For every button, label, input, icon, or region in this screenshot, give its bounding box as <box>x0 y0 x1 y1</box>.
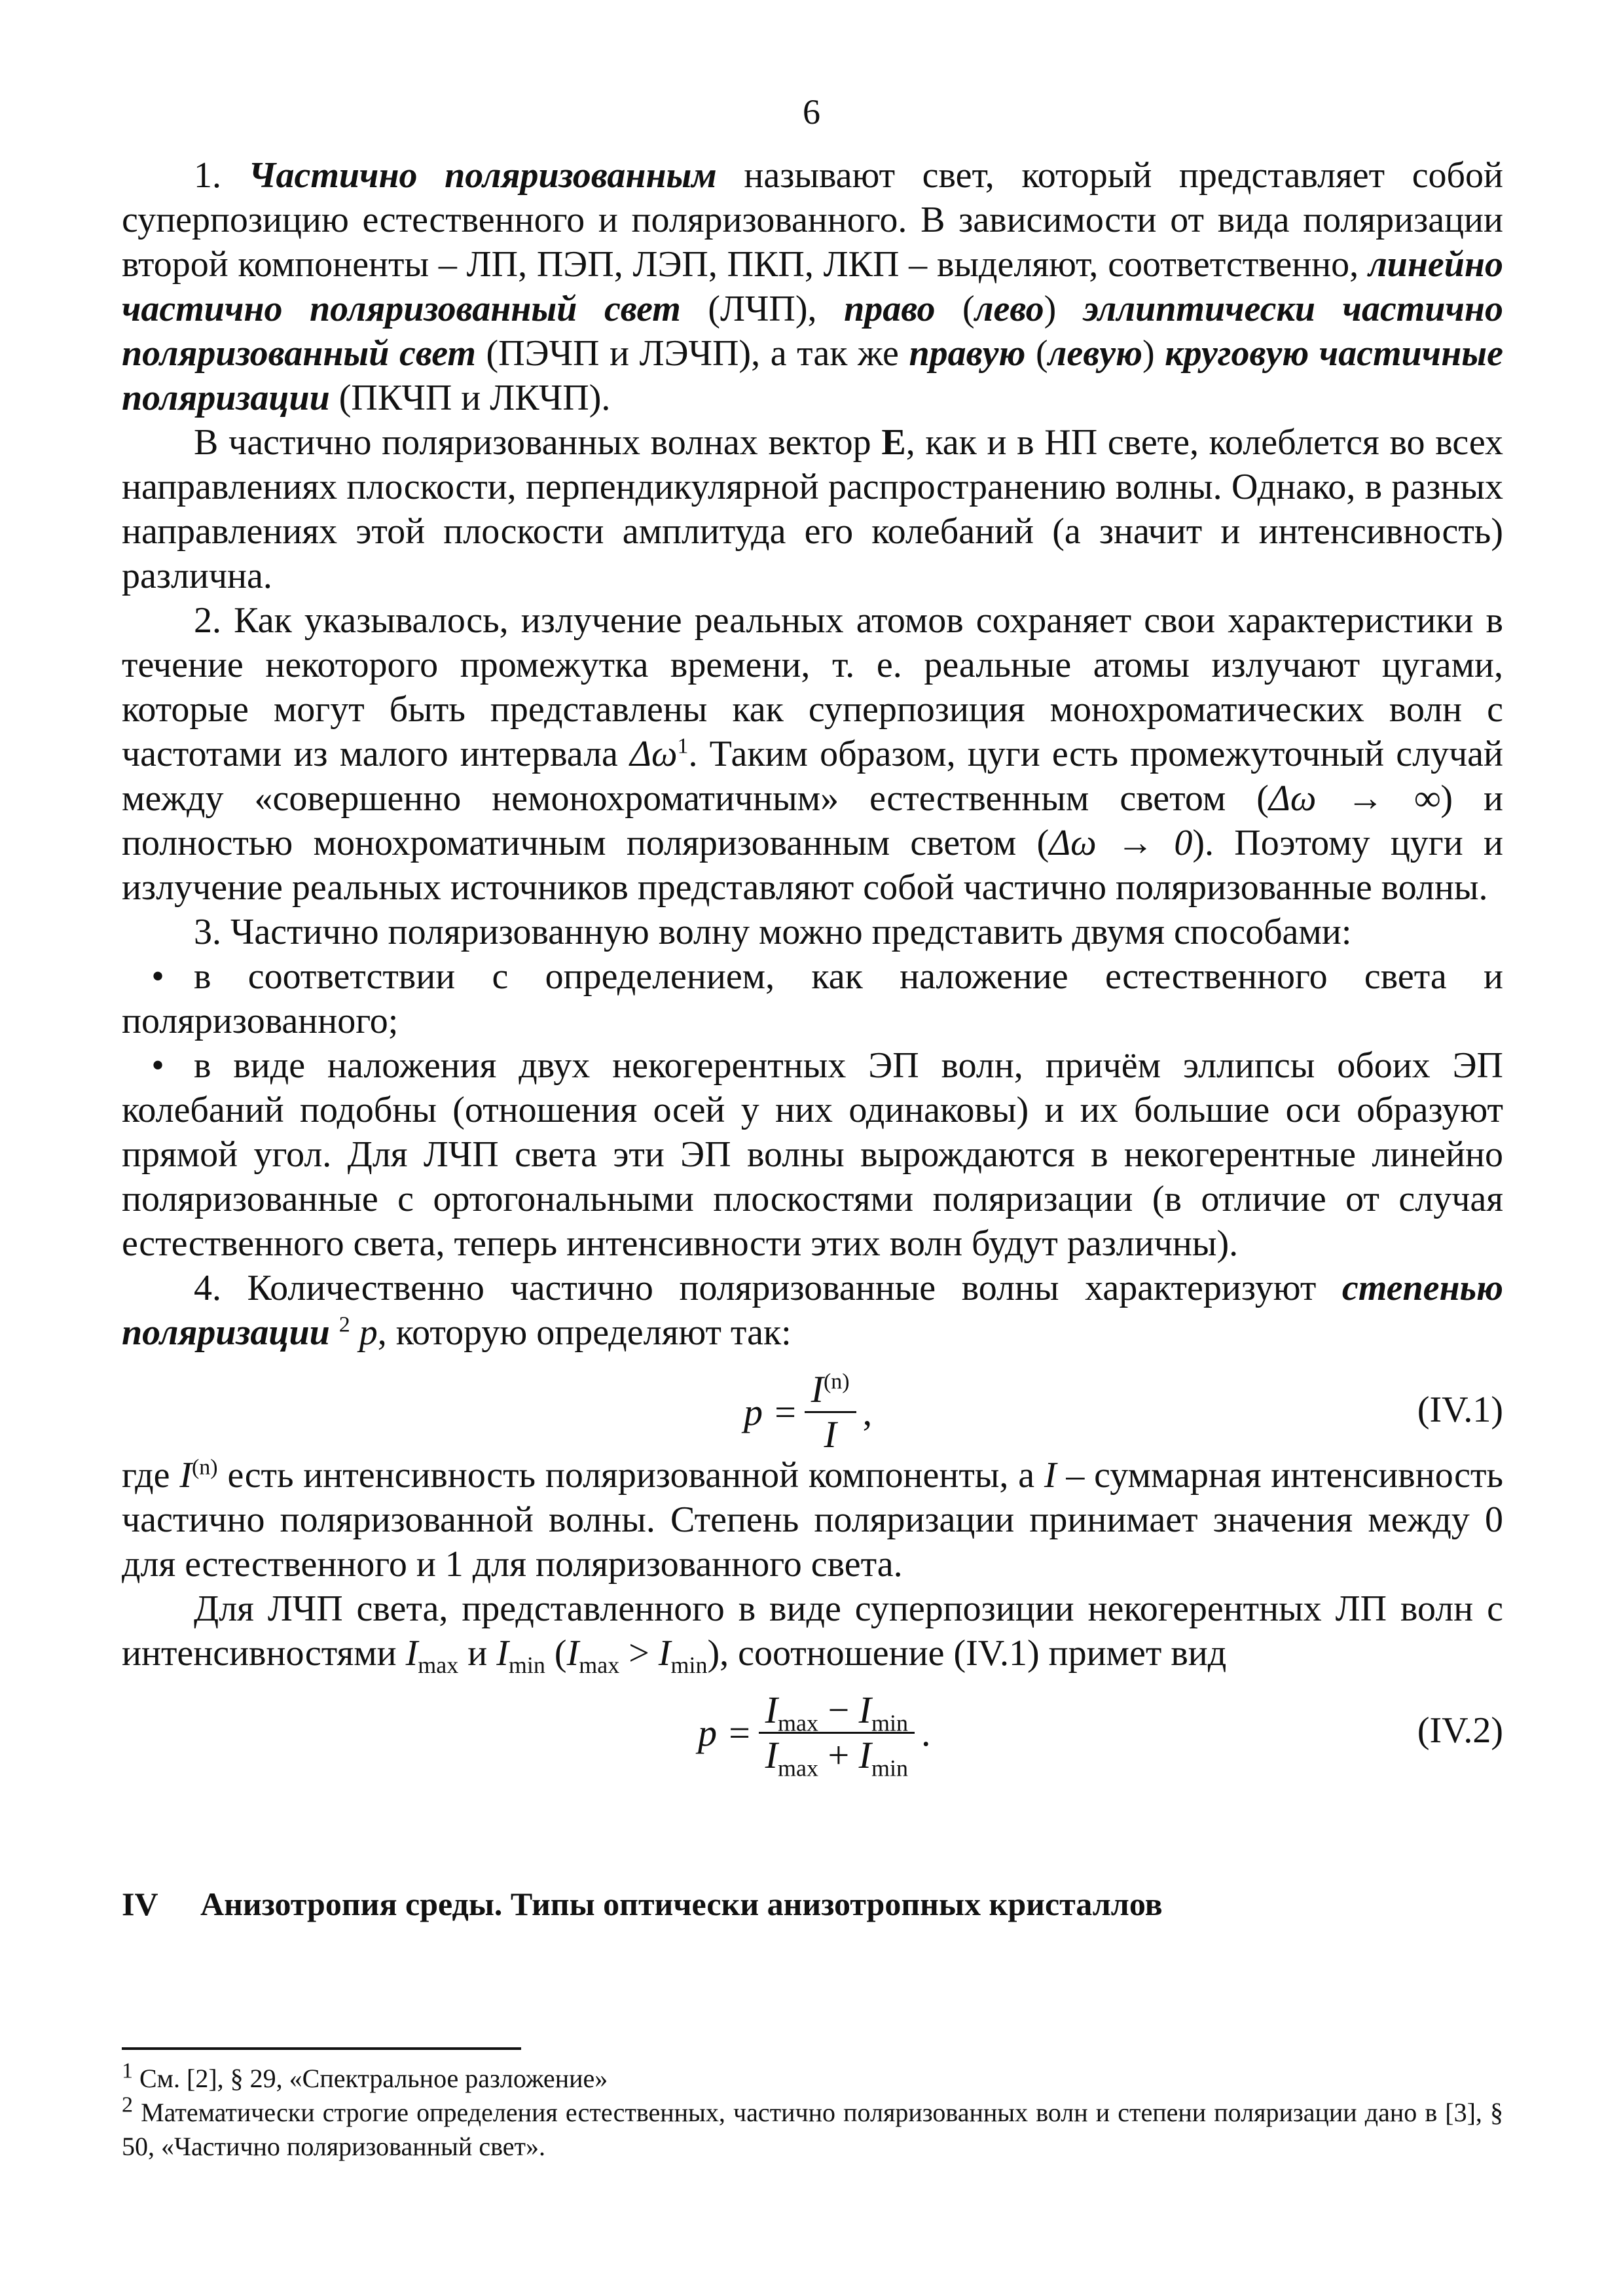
page-number: 6 <box>803 92 820 132</box>
text: ( <box>545 1633 567 1674</box>
denominator: I <box>824 1413 837 1456</box>
sub-max: max <box>777 1755 818 1782</box>
paragraph-4: 3. Частично поляризованную волну можно представить двумя способами: <box>194 912 1352 952</box>
paragraph-3 <box>122 598 1503 910</box>
math-i: I <box>179 1455 192 1496</box>
footnote-text: Математически строгие определения естественных, частично поляризованных волн и степени поляризации дано в [3], § 50, «Частично поляризованный свет». <box>122 2098 1503 2161</box>
text: 2. Как указывалось, излучение реальных атомов сохраняет свои характеристики в течение некоторого промежутка времени, т. е. реальные атомы излучают цугами, которые могут быть представлены как суперпозиция монохроматических волн с частотами из малого интервала <box>122 600 1503 774</box>
term-circular-partial: круговую частичные поляризации <box>122 333 1503 418</box>
sub-min: min <box>871 1755 909 1782</box>
text: – суммарная интенсивность частично поляризованной волны. Степень поляризации принимает значения между 0 для естественного и 1 для поляризованного света. <box>122 1455 1503 1585</box>
eq-comma: , <box>862 1390 873 1433</box>
bullet-item-2 <box>122 1043 1503 1266</box>
minus-sign: − <box>818 1689 859 1731</box>
paragraph-2 <box>122 420 1503 598</box>
text: Для ЛЧП света, представленного в виде суперпозиции некогерентных ЛП волн с интенсивностями <box>122 1588 1503 1674</box>
text: > <box>619 1633 659 1674</box>
text: . Таким образом, цуги есть промежуточный случай между «совершенно немонохроматичным» естественным светом ( <box>122 734 1503 819</box>
text: (ЛЧП), <box>680 289 845 329</box>
bullet-item-1 <box>122 954 1503 1043</box>
term-linear-partial: линейно частично поляризованный свет <box>122 244 1503 329</box>
math-i: I <box>405 1633 418 1674</box>
sub-max: max <box>579 1652 620 1679</box>
text: (ПЭЧП и ЛЭЧП), а так же <box>475 333 909 374</box>
vector-e: E <box>881 422 906 463</box>
paragraph-5 <box>122 1266 1503 1355</box>
equation-body <box>698 1689 931 1782</box>
fraction <box>759 1689 915 1782</box>
numerator <box>759 1689 915 1734</box>
math-i: I <box>566 1633 579 1674</box>
footnote-divider <box>122 2047 521 2050</box>
equation-iv-2 <box>122 1676 1503 1782</box>
text: 4. Количественно частично поляризованные волны характеризуют <box>194 1268 1342 1308</box>
text: ) <box>1044 289 1084 329</box>
sub-max: max <box>418 1652 459 1679</box>
text: ). Поэтому цуги и излучение реальных источников представляют собой частично поляризованные волны. <box>122 823 1503 908</box>
eq-lhs: p = <box>744 1390 798 1433</box>
equation-iv-1 <box>122 1355 1503 1456</box>
paragraph-1 <box>122 153 1503 420</box>
footnote-1 <box>122 2058 1503 2096</box>
footnote-mark: 2 <box>122 2092 133 2117</box>
text: ) и полностью монохроматичным поляризованным светом ( <box>122 778 1503 863</box>
text: в виде наложения двух некогерентных ЭП волн, причём эллипсы обоих ЭП колебаний подобны (отношения осей у них одинаковы) и их большие оси образуют прямой угол. Для ЛЧП света эти ЭП волны вырождаются в некогерентные линейно поляризованные с ортогональными плоскостями поляризации (в отличие от случая естественного света, теперь интенсивности этих волн будут различны). <box>122 1045 1503 1264</box>
text: , которую определяют так: <box>377 1312 792 1353</box>
section-number: IV <box>122 1886 158 1922</box>
text: и <box>458 1633 497 1674</box>
num-base: I <box>811 1368 824 1410</box>
math-i: I <box>1044 1455 1057 1496</box>
equation-number: (IV.2) <box>1417 1710 1503 1751</box>
text: В частично поляризованных волнах вектор <box>194 422 882 463</box>
equation-body <box>744 1368 872 1456</box>
paragraph-7 <box>122 1587 1503 1679</box>
text: есть интенсивность поляризованной компоненты, а <box>217 1455 1044 1496</box>
footnote-2 <box>122 2092 1503 2164</box>
math-i: I <box>765 1734 778 1776</box>
sub-min: min <box>871 1710 909 1736</box>
text: ( <box>1025 333 1048 374</box>
term-left: лево <box>974 289 1044 329</box>
math-i: I <box>858 1689 871 1731</box>
eq-lhs: p = <box>698 1711 752 1754</box>
math-i: I <box>765 1689 778 1731</box>
footnote-text: См. [2], § 29, «Спектральное разложение» <box>133 2064 608 2093</box>
math-p: p <box>359 1312 378 1353</box>
text: ), соотношение (IV.1) примет вид <box>707 1633 1227 1674</box>
math-delta-omega: Δω <box>630 734 678 774</box>
bullet-icon: • <box>151 956 164 997</box>
footnote-ref-2[interactable]: 2 <box>338 1312 350 1337</box>
text: ( <box>935 289 975 329</box>
term-right: право <box>844 289 936 329</box>
footnotes <box>122 2058 1503 2164</box>
bullet-icon: • <box>151 1045 164 1086</box>
item-number: 1. <box>194 155 249 196</box>
sub-max: max <box>777 1710 818 1736</box>
term-degree-of-polarization: степенью поляризации <box>122 1268 1503 1353</box>
text: где <box>122 1455 180 1496</box>
numerator <box>805 1368 856 1413</box>
sub-min: min <box>508 1652 545 1679</box>
term-left-circular: левую <box>1048 333 1143 374</box>
math-i: I <box>496 1633 509 1674</box>
plus-sign: + <box>818 1734 859 1776</box>
section-title: Анизотропия среды. Типы оптически анизотропных кристаллов <box>200 1886 1163 1922</box>
fraction <box>805 1368 856 1456</box>
text: , как и в НП свете, колеблется во всех направлениях плоскости, перпендикулярной распространению волны. Однако, в разных направлениях этой плоскости амплитуда его колебаний (а значит и интенсивность) различна. <box>122 422 1503 596</box>
text: ) <box>1142 333 1165 374</box>
math-delta-omega-zero: Δω → 0 <box>1049 823 1193 863</box>
math-i: I <box>858 1734 871 1776</box>
footnote-ref-1[interactable]: 1 <box>677 734 689 759</box>
num-sup: (n) <box>823 1369 850 1394</box>
term-elliptic-partial: эллиптически частично поляризованный свет <box>122 289 1503 374</box>
equation-number: (IV.1) <box>1417 1390 1503 1430</box>
denominator <box>759 1734 915 1782</box>
body-text <box>122 153 1504 1782</box>
math-delta-omega-infinity: Δω → ∞ <box>1268 778 1441 819</box>
sub-min: min <box>670 1652 708 1679</box>
section-heading <box>122 1885 1163 1923</box>
math-sup: (n) <box>191 1455 218 1480</box>
paragraph-6 <box>122 1453 1503 1587</box>
text: называют свет, который представляет собой суперпозицию естественного и поляризованного. В зависимости от вида поляризации второй компоненты – ЛП, ПЭП, ЛЭП, ПКП, ЛКП – выделяют, соответственно, <box>122 155 1504 285</box>
text: в соответствии с определением, как наложение естественного света и поляризованного; <box>122 956 1503 1041</box>
footnote-mark: 1 <box>122 2058 133 2083</box>
term-right-circular: правую <box>909 333 1026 374</box>
math-i: I <box>658 1633 671 1674</box>
eq-dot: . <box>921 1711 931 1754</box>
text: (ПКЧП и ЛКЧП). <box>329 378 611 418</box>
term-partially-polarized: Частично поляризованным <box>248 155 717 196</box>
